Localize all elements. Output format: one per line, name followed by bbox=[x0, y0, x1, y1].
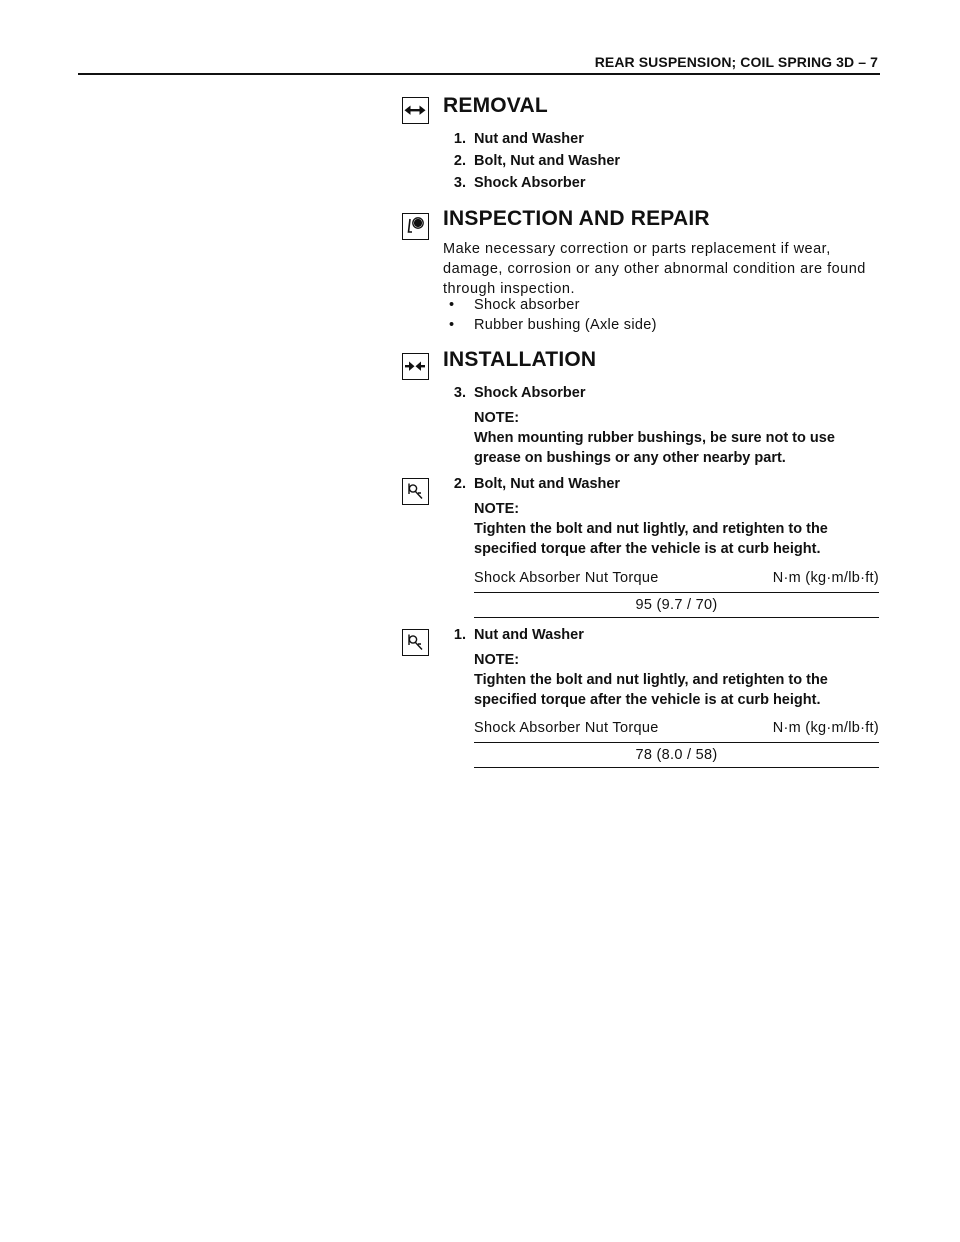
torque-unit: N·m (kg·m/lb·ft) bbox=[772, 720, 879, 736]
torque-value: 95 (9.7 / 70) bbox=[635, 597, 718, 613]
removal-heading: REMOVAL bbox=[443, 94, 548, 117]
note-text: When mounting rubber bushings, be sure not to use grease on bushings or any other nearby part. bbox=[474, 430, 835, 466]
page-header: REAR SUSPENSION; COIL SPRING 3D – 7 bbox=[594, 54, 878, 70]
torque-unit: N·m (kg·m/lb·ft) bbox=[772, 570, 879, 586]
installation-note bbox=[474, 499, 884, 559]
torque-wrench-icon bbox=[402, 629, 429, 656]
installation-note bbox=[474, 408, 884, 468]
installation-note bbox=[474, 650, 884, 710]
removal-arrows-icon bbox=[402, 97, 429, 124]
torque-rule bbox=[474, 617, 879, 618]
torque-label: Shock Absorber Nut Torque bbox=[474, 570, 659, 586]
inspection-heading: INSPECTION AND REPAIR bbox=[443, 207, 710, 230]
installation-heading: INSTALLATION bbox=[443, 348, 597, 371]
header-rule bbox=[78, 73, 880, 75]
note-title: NOTE: bbox=[474, 652, 520, 668]
note-text: Tighten the bolt and nut lightly, and retighten to the specified torque after the vehicle is at curb height. bbox=[474, 521, 828, 557]
torque-wrench-icon bbox=[402, 478, 429, 505]
inspection-magnifier-icon bbox=[402, 213, 429, 240]
torque-label: Shock Absorber Nut Torque bbox=[474, 720, 659, 736]
note-text: Tighten the bolt and nut lightly, and retighten to the specified torque after the vehicle is at curb height. bbox=[474, 672, 828, 708]
note-title: NOTE: bbox=[474, 410, 520, 426]
torque-value: 78 (8.0 / 58) bbox=[635, 747, 718, 763]
installation-arrows-icon bbox=[402, 353, 429, 380]
inspection-paragraph: Make necessary correction or parts replacement if wear, damage, corrosion or any other abnormal condition are found through inspection. bbox=[443, 241, 866, 297]
note-title: NOTE: bbox=[474, 501, 520, 517]
torque-table bbox=[474, 720, 879, 768]
torque-table bbox=[474, 570, 879, 618]
torque-rule bbox=[474, 767, 879, 768]
